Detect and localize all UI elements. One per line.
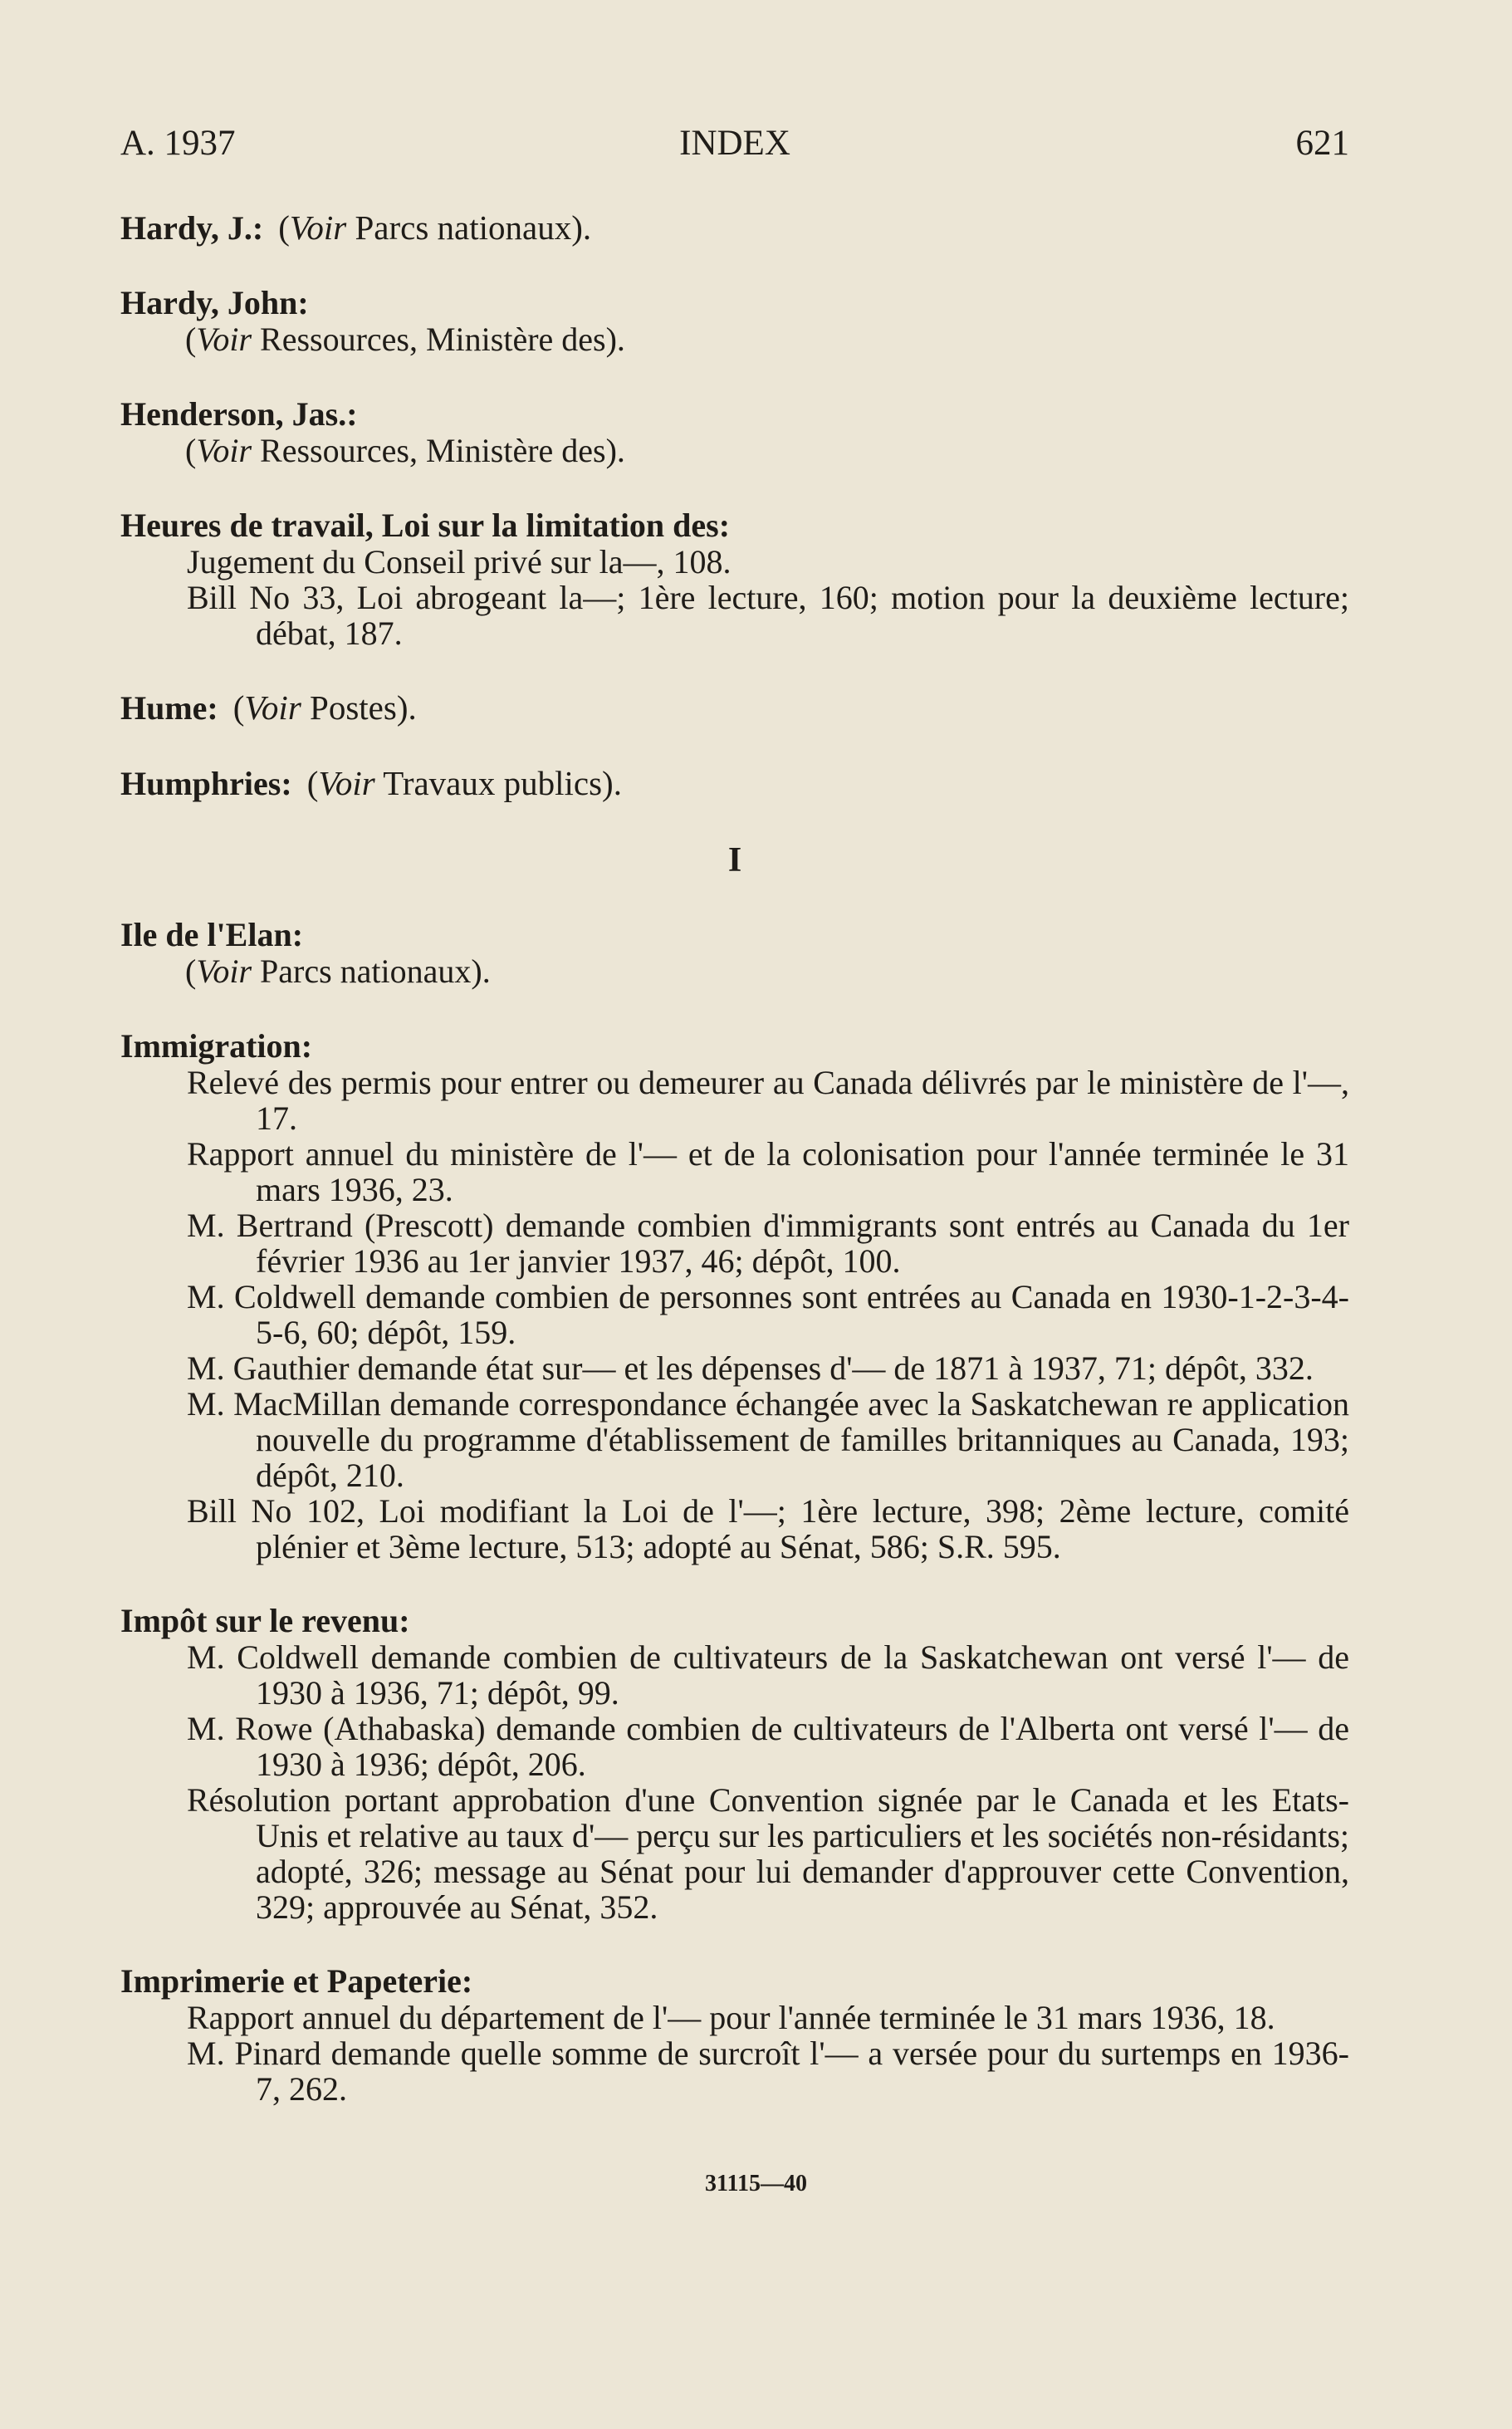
- index-entry: [120, 1603, 1349, 1925]
- cross-reference: (Voir Postes).: [232, 688, 417, 727]
- index-entry: [120, 209, 1349, 247]
- entry-heading: Ile de l'Elan:: [120, 916, 304, 953]
- cross-reference: (Voir Parcs nationaux).: [185, 953, 491, 990]
- entry-heading: Immigration:: [120, 1027, 313, 1065]
- cross-reference: (Voir Parcs nationaux).: [278, 208, 592, 247]
- page-number: 621: [1295, 124, 1349, 163]
- entry-heading: Henderson, Jas.:: [120, 395, 358, 433]
- index-entries: [120, 209, 1349, 2145]
- sub-entry: Rapport annuel du ministère de l'— et de la colonisation pour l'année terminée le 31 mars 1936, 23.: [187, 1135, 1349, 1208]
- entry-heading: Imprimerie et Papeterie:: [120, 1962, 473, 2000]
- index-entry: [120, 917, 1349, 990]
- sub-entry: M. Bertrand (Prescott) demande combien d'immigrants sont entrés au Canada du 1er février 1936 au 1er janvier 1937, 46; dépôt, 100.: [187, 1207, 1349, 1280]
- sub-entry: M. Coldwell demande combien de personnes sont entrées au Canada en 1930-1-2-3-4-5-6, 60; dépôt, 159.: [187, 1278, 1349, 1351]
- index-entry: [120, 765, 1349, 802]
- index-entry: [120, 507, 1349, 651]
- sub-entry: Rapport annuel du département de l'— pour l'année terminée le 31 mars 1936, 18.: [187, 1999, 1275, 2036]
- sub-entry: M. Rowe (Athabaska) demande combien de cultivateurs de l'Alberta ont versé l'— de 1930 à 1936; dépôt, 206.: [187, 1710, 1349, 1783]
- entry-heading: Hume:: [120, 689, 218, 727]
- section-letter: I: [727, 841, 742, 879]
- cross-reference: (Voir Ressources, Ministère des).: [185, 321, 625, 358]
- index-entry: [120, 689, 1349, 727]
- sub-entry: Relevé des permis pour entrer ou demeurer au Canada délivrés par le ministère de l'—, 17.: [187, 1064, 1349, 1137]
- sub-entry: M. Pinard demande quelle somme de surcroît l'— a versée pour du surtemps en 1936-7, 262.: [187, 2035, 1349, 2108]
- index-entry: [120, 1963, 1349, 2107]
- entry-heading: Humphries:: [120, 765, 292, 802]
- running-header: [120, 123, 1349, 164]
- sub-entry: M. Coldwell demande combien de cultivateurs de la Saskatchewan ont versé l'— de 1930 à 1936, 71; dépôt, 99.: [187, 1638, 1349, 1712]
- sub-entry: Bill No 33, Loi abrogeant la—; 1ère lecture, 160; motion pour la deuxième lecture; débat, 187.: [187, 579, 1349, 652]
- entry-heading: Hardy, John:: [120, 284, 309, 321]
- entry-heading: Impôt sur le revenu:: [120, 1602, 410, 1639]
- sub-entry: Bill No 102, Loi modifiant la Loi de l'—; 1ère lecture, 398; 2ème lecture, comité plénier et 3ème lecture, 513; adopté au Sénat, 586; S.R. 595.: [187, 1492, 1349, 1565]
- cross-reference: (Voir Travaux publics).: [306, 764, 622, 802]
- index-entry: [120, 396, 1349, 469]
- entry-heading: Hardy, J.:: [120, 209, 264, 247]
- sub-entry: M. Gauthier demande état sur— et les dépenses d'— de 1871 à 1937, 71; dépôt, 332.: [187, 1349, 1314, 1387]
- index-entry: [120, 285, 1349, 358]
- header-year: A. 1937: [120, 124, 236, 163]
- printer-signature: 31115—40: [705, 2171, 807, 2196]
- sub-entry: Résolution portant approbation d'une Convention signée par le Canada et les Etats-Unis et relative au taux d'— perçu sur les particuliers et les sociétés non-résidants; adopté, 326; message au Sénat pour lui demander d'approuver cette Convention, 329; approuvée au Sénat, 352.: [187, 1781, 1349, 1926]
- index-entry: [120, 1028, 1349, 1565]
- header-title: INDEX: [679, 124, 790, 163]
- sub-entry: M. MacMillan demande correspondance échangée avec la Saskatchewan re application nouvelle du programme d'établissement de familles britanniques au Canada, 193; dépôt, 210.: [187, 1385, 1349, 1494]
- cross-reference: (Voir Ressources, Ministère des).: [185, 432, 625, 469]
- entry-heading: Heures de travail, Loi sur la limitation des:: [120, 507, 731, 544]
- sub-entry: Jugement du Conseil privé sur la—, 108.: [187, 543, 732, 580]
